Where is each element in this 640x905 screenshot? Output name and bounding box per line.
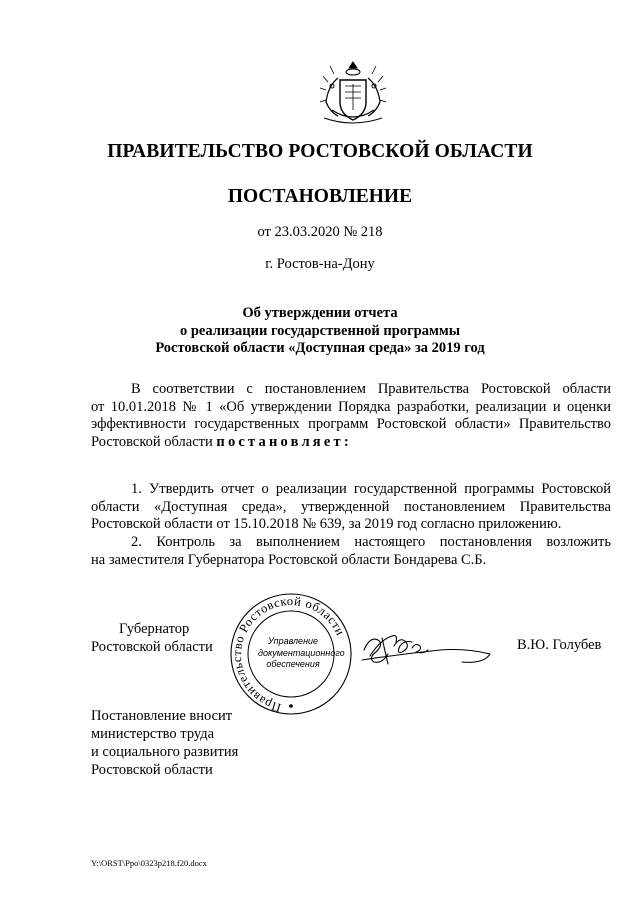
preamble-paragraph — [91, 381, 611, 451]
file-path-footer: Y:\ORST\Ppo\0323p218.f20.docx — [91, 858, 207, 868]
introduced-line: Ростовской области — [91, 762, 213, 778]
stamp-inner-line: обеспечения — [266, 659, 320, 669]
city: г. Ростов-на-Дону — [265, 256, 375, 272]
stamp-inner-text — [258, 636, 345, 671]
signatory-name: В.Ю. Голубев — [517, 637, 602, 653]
signatory-title-line: Губернатор — [119, 621, 190, 637]
item-line: на заместителя Губернатора Ростовской области Бондарева С.Б. — [91, 551, 487, 568]
preamble-prefix: Ростовской области — [91, 433, 217, 450]
resolves-colon: : — [343, 433, 349, 450]
preamble-line: эффективности государственных программ Ростовской области» Правительство — [91, 416, 611, 433]
preamble-line: В соответствии с постановлением Правительства Ростовской области — [131, 381, 611, 397]
date-number: от 23.03.2020 № 218 — [257, 224, 383, 240]
subject-line: Об утверждении отчета — [242, 305, 398, 321]
resolves-word: постановляет — [216, 433, 344, 450]
preamble-line — [91, 434, 611, 452]
preamble-line: от 10.01.2018 № 1 «Об утверждении Порядка разработки, реализации и оценки — [91, 398, 611, 415]
coat-of-arms-icon — [318, 60, 388, 126]
organization-title: ПРАВИТЕЛЬСТВО РОСТОВСКОЙ ОБЛАСТИ — [107, 141, 533, 162]
item-line: области «Доступная среда», утвержденной постановлением Правительства — [91, 498, 611, 515]
stamp-inner-line: Управление — [267, 636, 319, 646]
handwritten-signature-icon — [360, 626, 494, 672]
signatory-title-line: Ростовской области — [91, 639, 213, 655]
stamp-ring-text: Правительство Ростовской области — [229, 593, 348, 715]
document-type: ПОСТАНОВЛЕНИЕ — [227, 186, 413, 207]
introduced-line: министерство труда — [91, 726, 215, 742]
signatory-title — [91, 620, 213, 656]
item-1-paragraph — [91, 481, 611, 534]
introduced-by — [91, 707, 238, 779]
stamp-inner-line: документационного — [258, 647, 345, 658]
item-line: 1. Утвердить отчет о реализации государственной программы Ростовской — [131, 481, 611, 497]
subject-line: о реализации государственной программы — [179, 322, 461, 339]
item-line: 2. Контроль за выполнением настоящего постановления возложить — [131, 534, 611, 550]
introduced-line: Постановление вносит — [91, 708, 233, 724]
introduced-line: и социального развития — [91, 744, 239, 760]
item-line: Ростовской области от 15.10.2018 № 639, за 2019 год согласно приложению. — [91, 516, 562, 533]
subject-line: Ростовской области «Доступная среда» за 2019 год — [155, 340, 485, 356]
item-2-paragraph — [91, 534, 611, 569]
document-subject — [0, 305, 640, 358]
